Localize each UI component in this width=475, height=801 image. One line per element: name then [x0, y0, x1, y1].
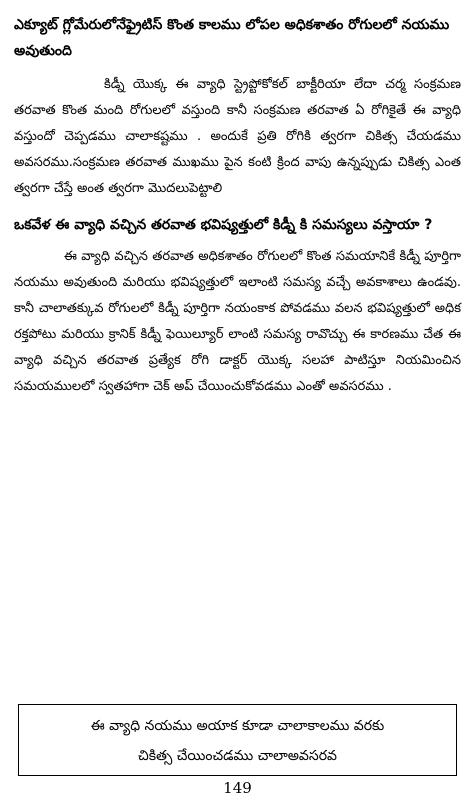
- boxed-note-line-2: చికిత్స చేయించడము చాలాఅవసరవ: [138, 748, 337, 764]
- page-number: 149: [223, 779, 252, 797]
- paragraph-treatment: కిడ్నీ యొక్క ఈ వ్యాధి స్ట్రెప్టోకోకల్ బాక్టీరియా లేదా చర్మ సంక్రమణ తరవాత కొంత మంది రోగులలో వస్తుంది కానీ సంక్రమణ తరవాత ఏ రోగికైతే ఈ వ్యాధి వస్తుందో చెప్పడము చాలాకష్టము . అందుకే ప్రతి రోగికి త్వరగా చికిత్స చేయడము అవసరము.సంక్రమణ తరవాత ముఖము పైన కంటి క్రింద వాపు ఉన్నప్పుడు చికిత్స ఎంత త్వరగా చేస్తే అంత త్వరగా మొదలుపెట్టాలి: [14, 77, 461, 196]
- section-heading-future-problems: ఒకవేళ ఈ వ్యాధి వచ్చిన తరవాత భవిష్యత్తులో కిడ్నీ కి సమస్యలు వస్తాయా ?: [14, 217, 433, 233]
- section-heading-recovery: ఎక్యూట్ గ్లోమేరులోనేఫ్రైటిస్ కొంత కాలము లోపల అధికశాతం రోగులలో నయము అవుతుంది: [14, 17, 450, 59]
- paragraph-future-problems: ఈ వ్యాధి వచ్చిన తరవాత అధికశాతం రోగులలో కొంత సమయానికే కిడ్నీ పూర్తిగా నయము అవుతుంది మరియు భవిష్యత్తులో ఇలాంటి సమస్య వచ్చే అవకాశాలు ఉండవు. కానీ చాలాతక్కువ రోగులలో కిడ్నీ పూర్తిగా నయంకాక పోవడము వలన భవిష్యత్తులో అధిక రక్తపోటు మరియు క్రానిక్ కిడ్నీ ఫెయిల్యూర్ లాంటి సమస్య రావొచ్చు ఈ కారణము చేత ఈ వ్యాధి వచ్చిన తరవాత ప్రత్యేక రోగి డాక్టర్ యొక్క సలహా పాటిస్తూ నియమించిన సమయములలో స్వతహాగా చెక్ అప్ చేయించుకోవడము ఎంతో అవసరము .: [14, 249, 461, 394]
- boxed-note: [18, 704, 457, 776]
- boxed-note-line-1: ఈ వ్యాధి నయము అయాక కూడా చాలాకాలము వరకు: [90, 718, 385, 734]
